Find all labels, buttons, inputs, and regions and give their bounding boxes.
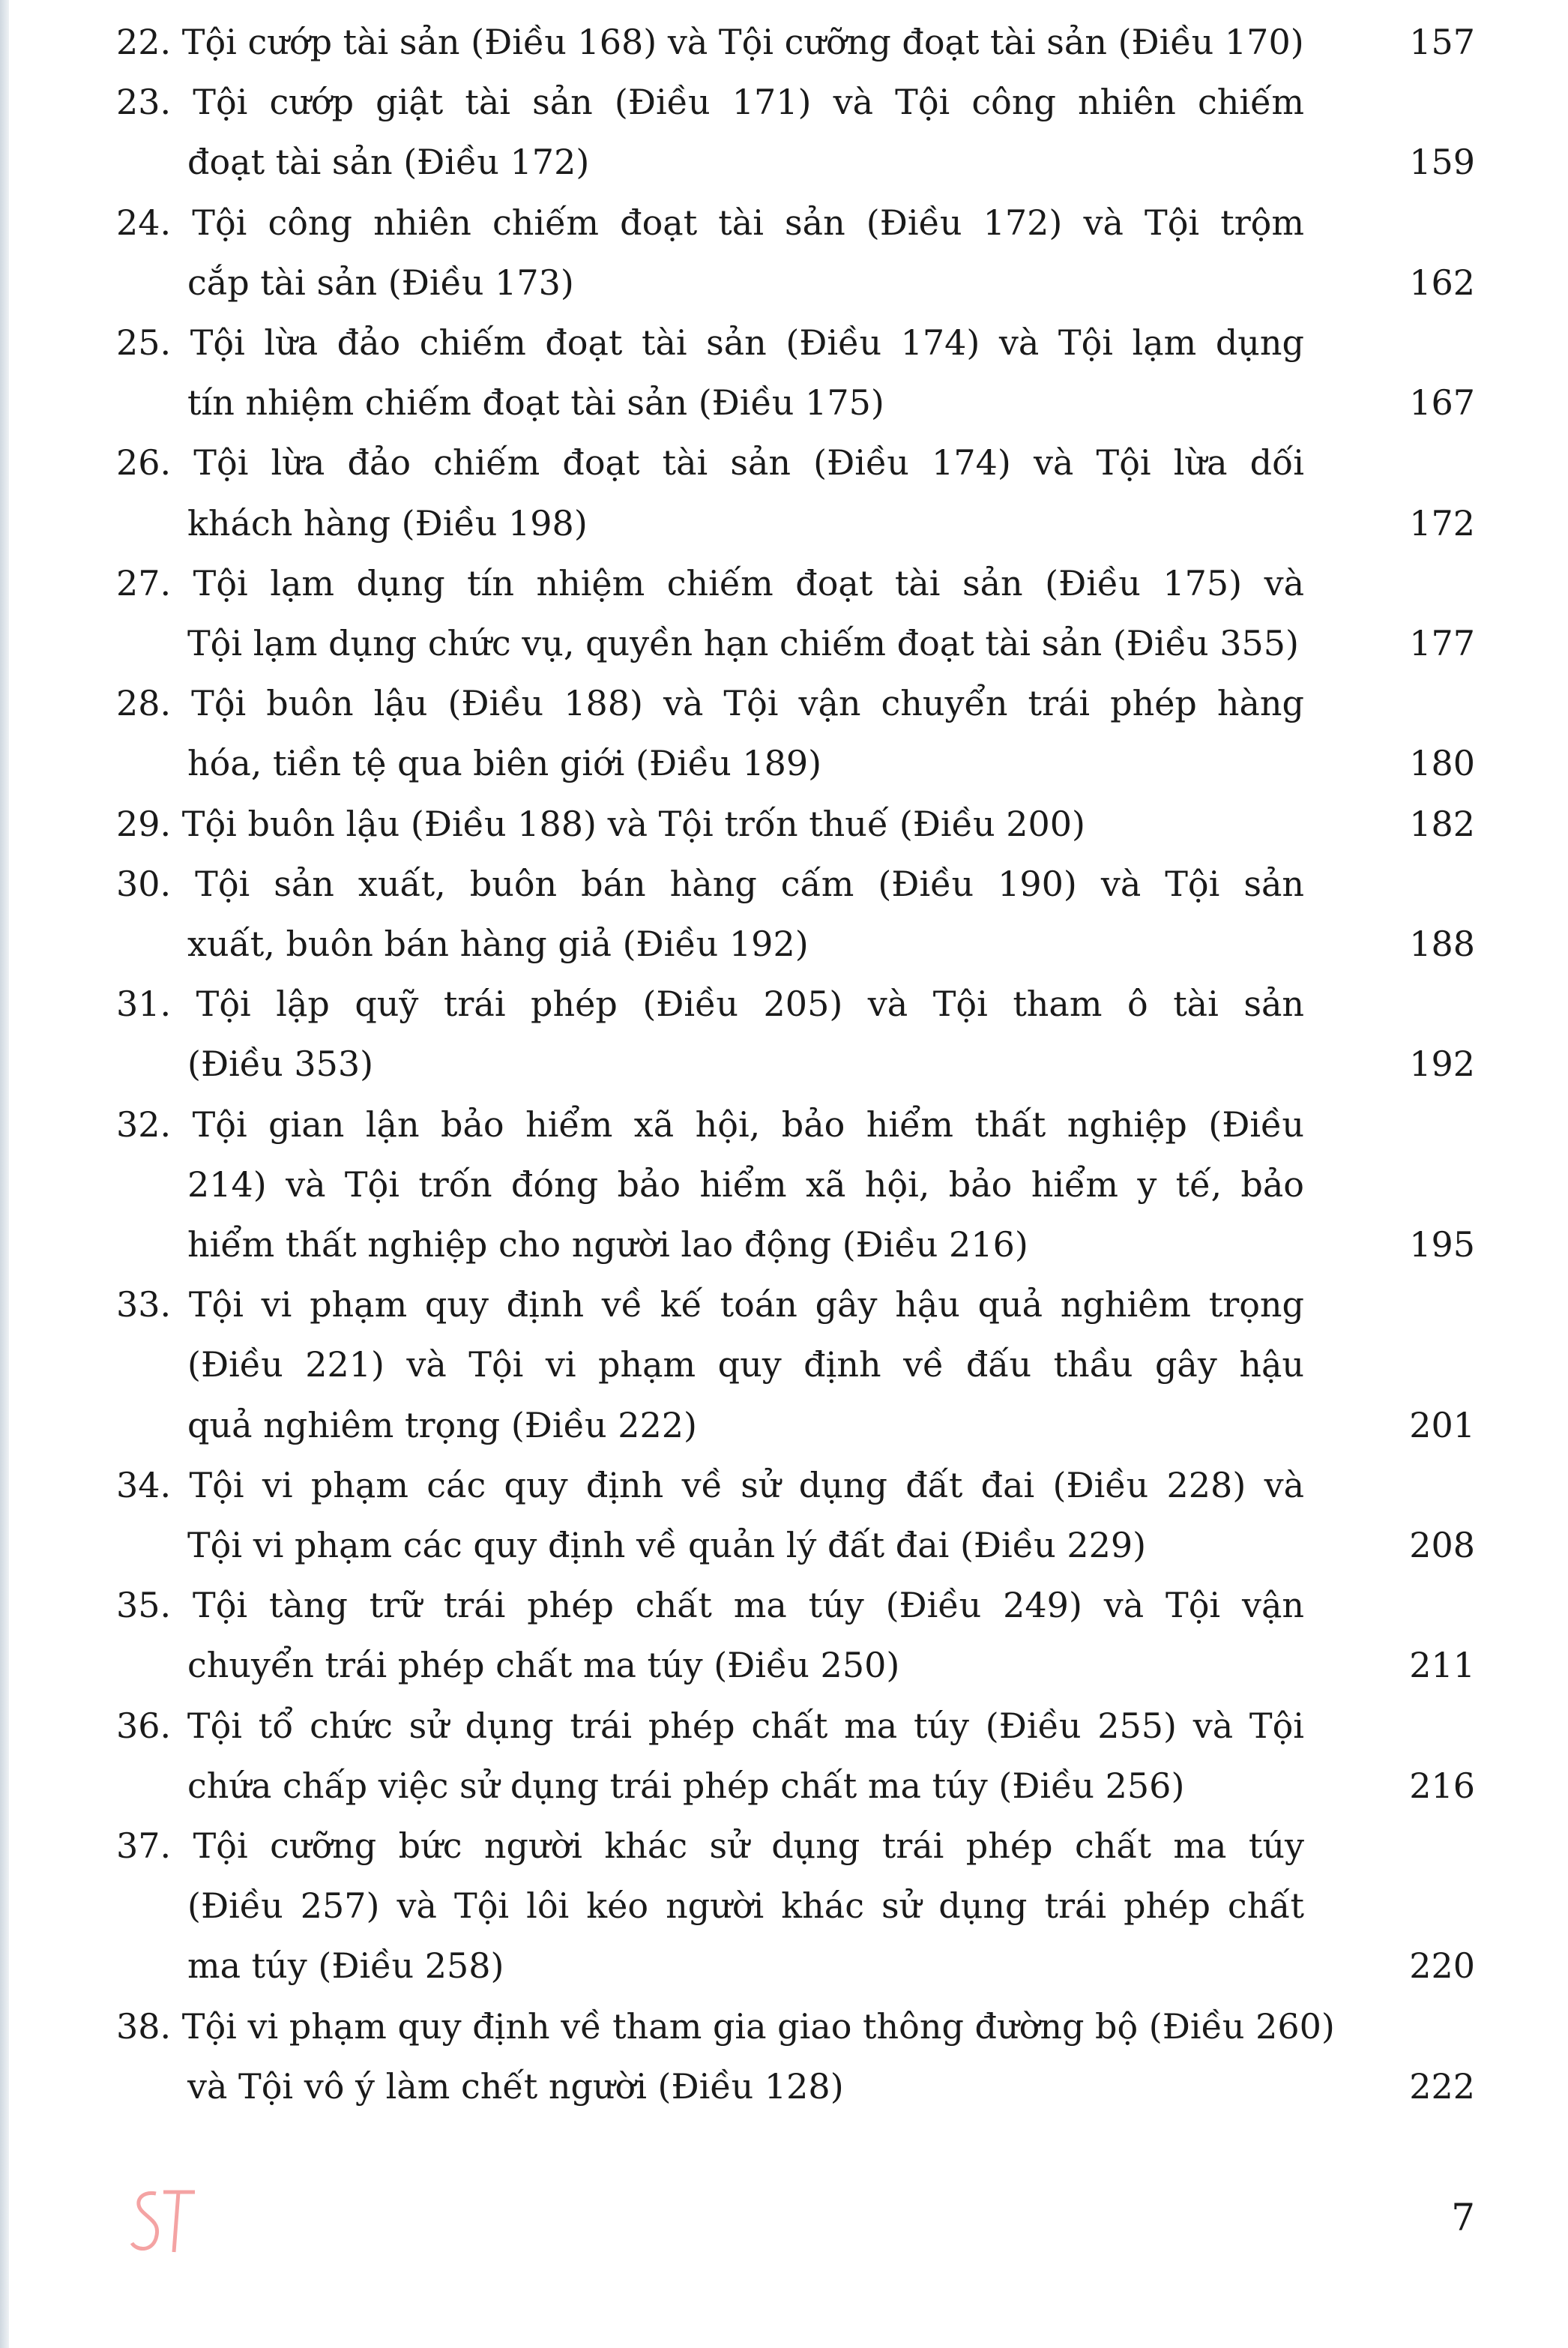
toc-entry-line (0, 1395, 1568, 1455)
toc-entry-line (0, 1334, 1568, 1394)
toc-entry-line (0, 1274, 1568, 1334)
toc-page-number: 216 (1409, 1765, 1475, 1806)
toc-entry-text: (Điều 257) và Tội lôi kéo người khác sử dụng trái phép chất (187, 1885, 1304, 1927)
toc-entry-line (0, 1575, 1568, 1635)
toc-entry-line (0, 1034, 1568, 1094)
toc-entry-text: 23. Tội cướp giật tài sản (Điều 171) và Tội công nhiên chiếm (116, 82, 1304, 123)
toc-entry-text: 25. Tội lừa đảo chiếm đoạt tài sản (Điều 174) và Tội lạm dụng (116, 322, 1304, 363)
toc-entry-text: 36. Tội tổ chức sử dụng trái phép chất ma túy (Điều 255) và Tội (116, 1705, 1304, 1746)
page-number: 7 (1451, 2196, 1475, 2239)
toc-entry-text: 22. Tội cướp tài sản (Điều 168) và Tội cưỡng đoạt tài sản (Điều 170) (116, 22, 1304, 62)
toc-entry-line (0, 613, 1568, 673)
toc-entry-line (0, 1635, 1568, 1695)
toc-entry-line (0, 1095, 1568, 1155)
toc-entry-text: đoạt tài sản (Điều 172) (187, 142, 590, 183)
toc-entry-line (0, 493, 1568, 553)
toc-page-number: 159 (1409, 142, 1475, 183)
toc-entry-text: 37. Tội cưỡng bức người khác sử dụng trái phép chất ma túy (116, 1825, 1304, 1866)
toc-entry-line (0, 72, 1568, 132)
toc-entry-text: chuyển trái phép chất ma túy (Điều 250) (187, 1645, 900, 1686)
toc-entry-text: 38. Tội vi phạm quy định về tham gia giao thông đường bộ (Điều 260) (116, 2005, 1335, 2047)
toc-entry-text: và Tội vô ý làm chết người (Điều 128) (187, 2065, 844, 2107)
toc-entry-text: 27. Tội lạm dụng tín nhiệm chiếm đoạt tài sản (Điều 175) và (116, 562, 1304, 603)
toc-page-number: 162 (1409, 262, 1475, 303)
toc-entry-text: 28. Tội buôn lậu (Điều 188) và Tội vận chuyển trái phép hàng (116, 683, 1304, 724)
toc-entry-text: 30. Tội sản xuất, buôn bán hàng cấm (Điều 190) và Tội sản (116, 863, 1304, 904)
toc-entry-line (0, 1155, 1568, 1214)
toc-entry-line (0, 1455, 1568, 1515)
toc-entry-line (0, 193, 1568, 253)
toc-entry-text: ma túy (Điều 258) (187, 1945, 504, 1987)
toc-entry-line (0, 1696, 1568, 1756)
toc-entry-line (0, 1816, 1568, 1876)
toc-page-number: 172 (1409, 502, 1475, 544)
toc-page-number: 180 (1409, 743, 1475, 784)
toc-entry-line (0, 733, 1568, 793)
toc-entry-text: khách hàng (Điều 198) (187, 502, 588, 544)
toc-entry-text: tín nhiệm chiếm đoạt tài sản (Điều 175) (187, 382, 884, 424)
toc-entry-text: Tội lạm dụng chức vụ, quyền hạn chiếm đoạt tài sản (Điều 355) (187, 623, 1299, 663)
toc-page-number: 208 (1409, 1525, 1475, 1565)
toc-page-number: 167 (1409, 382, 1475, 424)
toc-page-number: 182 (1409, 803, 1475, 844)
toc-entry-text: (Điều 353) (187, 1044, 374, 1085)
toc-entry-text: 214) và Tội trốn đóng bảo hiểm xã hội, bảo hiểm y tế, bảo (187, 1164, 1304, 1205)
toc-page-number: 192 (1409, 1044, 1475, 1085)
toc-entry-text: 26. Tội lừa đảo chiếm đoạt tài sản (Điều 174) và Tội lừa dối (116, 442, 1304, 484)
toc-entry-text: Tội vi phạm các quy định về quản lý đất đai (Điều 229) (187, 1525, 1147, 1565)
toc-entry-text: 24. Tội công nhiên chiếm đoạt tài sản (Điều 172) và Tội trộm (116, 202, 1304, 243)
toc-entry-line (0, 1936, 1568, 1996)
toc-entry-line (0, 2056, 1568, 2116)
toc-page-number: 188 (1409, 924, 1475, 964)
toc-entry-line (0, 1996, 1568, 2056)
toc-entry-line (0, 1756, 1568, 1816)
toc-entry-line (0, 373, 1568, 433)
publisher-logo (126, 2180, 201, 2263)
toc-entry-line (0, 914, 1568, 974)
toc-entry-text: quả nghiêm trọng (Điều 222) (187, 1404, 697, 1445)
toc-entry-text: 32. Tội gian lận bảo hiểm xã hội, bảo hiểm thất nghiệp (Điều (116, 1104, 1304, 1145)
toc-entry-text: 29. Tội buôn lậu (Điều 188) và Tội trốn thuế (Điều 200) (116, 803, 1085, 844)
toc-entry-text: cắp tài sản (Điều 173) (187, 262, 574, 303)
toc-entry-line (0, 974, 1568, 1034)
toc-entry-line (0, 12, 1568, 72)
toc-entry-text: 33. Tội vi phạm quy định về kế toán gây hậu quả nghiêm trọng (116, 1284, 1304, 1325)
toc-page-number: 220 (1409, 1945, 1475, 1987)
toc-entry-line (0, 1876, 1568, 1936)
toc-entry-line (0, 854, 1568, 914)
toc-entry-line (0, 1515, 1568, 1575)
toc-entry-text: 34. Tội vi phạm các quy định về sử dụng đất đai (Điều 228) và (116, 1464, 1304, 1505)
toc-page-number: 222 (1409, 2065, 1475, 2107)
toc-entry-line (0, 794, 1568, 854)
toc-entry-line (0, 553, 1568, 613)
toc-page-number: 157 (1409, 22, 1475, 62)
toc-entry-text: xuất, buôn bán hàng giả (Điều 192) (187, 924, 809, 964)
toc-entry-line (0, 313, 1568, 373)
toc-entry-line (0, 1214, 1568, 1274)
toc-page-number: 195 (1409, 1224, 1475, 1265)
toc-entry-text: 31. Tội lập quỹ trái phép (Điều 205) và Tội tham ô tài sản (116, 984, 1304, 1025)
toc-entry-line (0, 673, 1568, 733)
toc-page-number: 177 (1409, 623, 1475, 663)
toc-entry-text: 35. Tội tàng trữ trái phép chất ma túy (Điều 249) và Tội vận (116, 1585, 1304, 1626)
toc-page-number: 211 (1409, 1645, 1475, 1686)
toc-entry-text: (Điều 221) và Tội vi phạm quy định về đấu thầu gây hậu (187, 1344, 1304, 1385)
toc-page-number: 201 (1409, 1404, 1475, 1445)
toc-entry-text: hóa, tiền tệ qua biên giới (Điều 189) (187, 743, 822, 784)
toc-entry-line (0, 132, 1568, 192)
toc-entry-line (0, 253, 1568, 313)
toc-entry-text: hiểm thất nghiệp cho người lao động (Điều 216) (187, 1224, 1028, 1265)
toc-entry-text: chứa chấp việc sử dụng trái phép chất ma túy (Điều 256) (187, 1765, 1185, 1806)
toc-entry-line (0, 433, 1568, 493)
